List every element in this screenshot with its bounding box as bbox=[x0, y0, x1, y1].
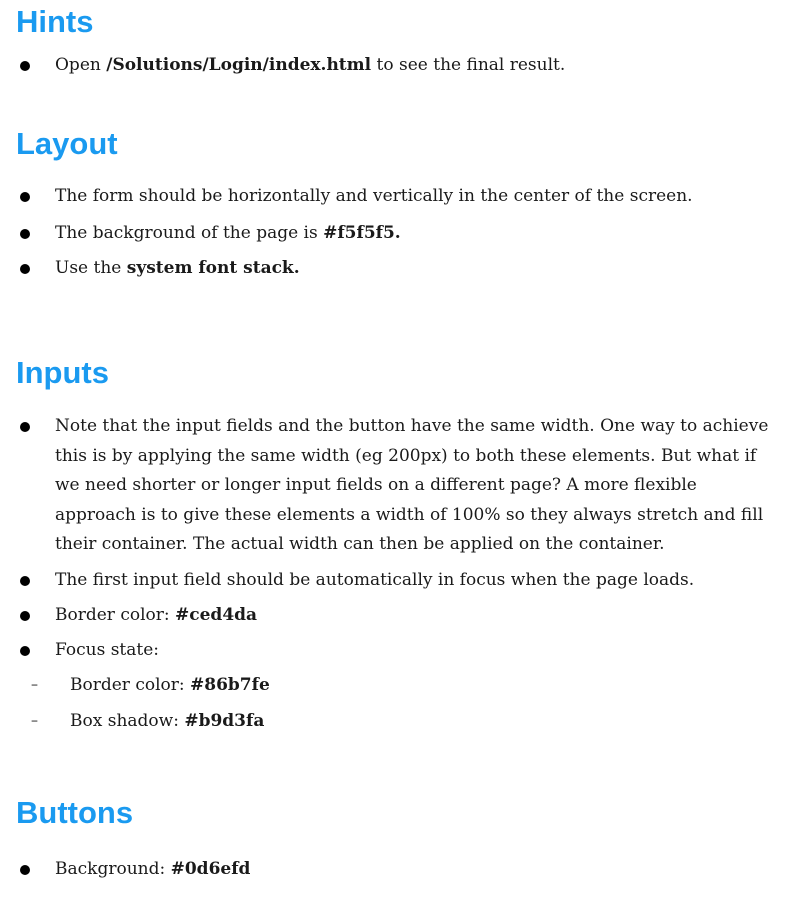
hints-heading: Hints bbox=[16, 4, 94, 39]
bullet-text: The first input field should be automatically in focus when the page loads. bbox=[55, 570, 695, 590]
bullet-icon bbox=[20, 422, 30, 432]
bullet-icon bbox=[20, 865, 30, 875]
bullet-icon bbox=[20, 646, 30, 656]
bullet-text: Note that the input fields and the button have the same width. One way to achieve this is by applying the same width (eg 200px) to both these elements. But what if we need shorter or longer input fields on a different page? A more flexible approach is to give these elements a width of 100% so they always stretch and fill their container. The actual width can then be applied on the container. bbox=[55, 416, 769, 554]
bullet-icon bbox=[20, 611, 30, 621]
sub-bullet-text: Box shadow: #b9d3fa bbox=[70, 711, 265, 731]
bullet-text: Focus state: bbox=[55, 640, 160, 660]
buttons-heading: Buttons bbox=[16, 795, 134, 830]
bullet-text: The background of the page is #f5f5f5. bbox=[55, 223, 401, 243]
bullet-icon bbox=[20, 576, 30, 586]
dash-marker: – bbox=[31, 677, 38, 693]
bullet-icon bbox=[20, 192, 30, 202]
bullet-icon bbox=[20, 61, 30, 71]
bullet-text: Background: #0d6efd bbox=[55, 859, 251, 879]
dash-marker: – bbox=[31, 713, 38, 729]
bullet-text: Border color: #ced4da bbox=[55, 605, 258, 625]
bullet-icon bbox=[20, 229, 30, 239]
bullet-icon bbox=[20, 264, 30, 274]
inputs-heading: Inputs bbox=[16, 355, 109, 390]
bullet-text: Open /Solutions/Login/index.html to see the final result. bbox=[55, 55, 566, 75]
bullet-text: The form should be horizontally and vertically in the center of the screen. bbox=[55, 186, 693, 206]
sub-bullet-text: Border color: #86b7fe bbox=[70, 675, 270, 695]
layout-heading: Layout bbox=[16, 126, 118, 161]
bullet-text: Use the system font stack. bbox=[55, 258, 300, 278]
